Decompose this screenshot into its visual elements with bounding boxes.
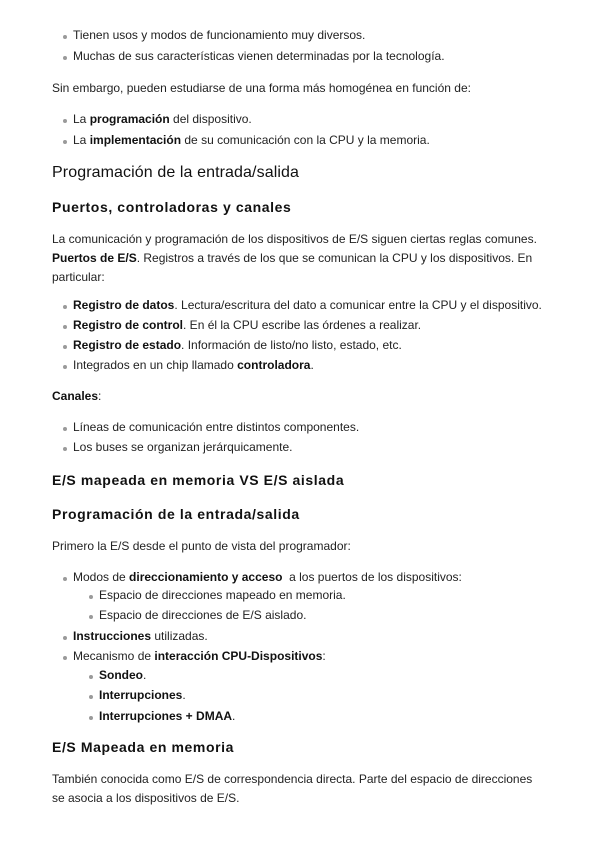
section-heading: Programación de la entrada/salida [52,164,300,181]
paragraph [52,770,552,808]
text: . Registros a través de los que se comunican la CPU y los dispositivos. En [136,251,533,265]
bold-term: Sondeo [99,668,143,682]
text: Integrados en un chip llamado [73,358,238,372]
text: . Lectura/escritura del dato a comunicar entre la CPU y el dispositivo. [174,298,542,312]
text: La [73,133,90,147]
bullet-icon [63,140,67,144]
bullet-icon [63,56,67,60]
bullet-icon [89,615,93,619]
bullet-icon [63,636,67,640]
bullet-icon [89,595,93,599]
paragraph: Sin embargo, pueden estudiarse de una forma más homogénea en función de: [52,81,471,95]
paragraph-line: particular: [52,270,105,284]
bold-term: Registro de control [73,318,184,332]
bold-term: Registro de estado [73,338,182,352]
list-item-text: Tienen usos y modos de funcionamiento muy diversos. [73,28,366,42]
bold-term: programación [89,112,170,126]
bullet-icon [63,656,67,660]
text: Mecanismo de [73,649,155,663]
list-item-text: Espacio de direcciones mapeado en memoria. [99,588,346,602]
bold-term: Canales [52,389,99,403]
text: . [143,668,147,682]
sub-list-item [99,686,570,705]
bold-term: Interrupciones + DMAA [99,709,233,723]
text: : [98,389,102,403]
bullet-icon [63,365,67,369]
list-item-text: Líneas de comunicación entre distintos componentes. [73,420,360,434]
bold-term: Puertos de E/S [52,251,137,265]
sub-list-item [99,707,570,726]
list-item [73,131,570,150]
bold-term: implementación [89,133,182,147]
text: . [310,358,314,372]
text: utilizadas. [151,629,208,643]
list-item [73,316,570,335]
list-item [73,418,570,437]
bullet-icon [63,305,67,309]
paragraph-line: se asocia a los dispositivos de E/S. [52,791,240,805]
sub-list-item [99,586,570,605]
canales-label [52,387,552,406]
bullet-icon [63,119,67,123]
list-item-text: Muchas de sus características vienen determinadas por la tecnología. [73,49,445,63]
bold-term: Instrucciones [73,629,152,643]
paragraph-line: La comunicación y programación de los dispositivos de E/S siguen ciertas reglas comunes. [52,232,537,246]
list-item [73,26,570,45]
subsection-heading: Programación de la entrada/salida [52,506,300,522]
bullet-icon [89,716,93,720]
list-item [73,438,570,457]
list-item [73,296,570,315]
list-item [73,627,570,646]
bullet-icon [63,345,67,349]
bold-term: Registro de datos [73,298,175,312]
text: : [322,649,326,663]
paragraph [52,230,552,287]
text: La [73,112,90,126]
list-item [73,47,570,66]
list-item [73,110,570,129]
text: . [182,688,186,702]
text: del dispositivo. [169,112,252,126]
bold-term: direccionamiento y acceso [129,570,283,584]
bullet-icon [63,427,67,431]
list-item-text: Espacio de direcciones de E/S aislado. [99,608,307,622]
subsection-heading: E/S mapeada en memoria VS E/S aislada [52,472,345,488]
list-item [73,336,570,355]
text: a los puertos de los dispositivos: [282,570,462,584]
paragraph-line [52,249,552,268]
bullet-icon [63,447,67,451]
sub-list-item [99,666,570,685]
list-item-text: Los buses se organizan jerárquicamente. [73,440,293,454]
text: . En él la CPU escribe las órdenes a realizar. [183,318,422,332]
list-item [73,568,570,587]
list-item [73,356,570,375]
bold-term: controladora [237,358,311,372]
bold-term: interacción CPU-Dispositivos [154,649,323,663]
text: . Información de listo/no listo, estado, etc. [181,338,402,352]
text: . [232,709,236,723]
bullet-icon [63,325,67,329]
text: Modos de [73,570,130,584]
bullet-icon [89,675,93,679]
subsection-heading: E/S Mapeada en memoria [52,739,235,755]
subsection-heading: Puertos, controladoras y canales [52,199,292,215]
bold-term: Interrupciones [99,688,183,702]
bullet-icon [63,35,67,39]
bullet-icon [89,695,93,699]
paragraph: Primero la E/S desde el punto de vista del programador: [52,539,351,553]
paragraph-line: También conocida como E/S de correspondencia directa. Parte del espacio de direcciones [52,772,533,786]
bullet-icon [63,577,67,581]
text: de su comunicación con la CPU y la memoria. [181,133,430,147]
sub-list-item [99,606,570,625]
list-item [73,647,570,666]
